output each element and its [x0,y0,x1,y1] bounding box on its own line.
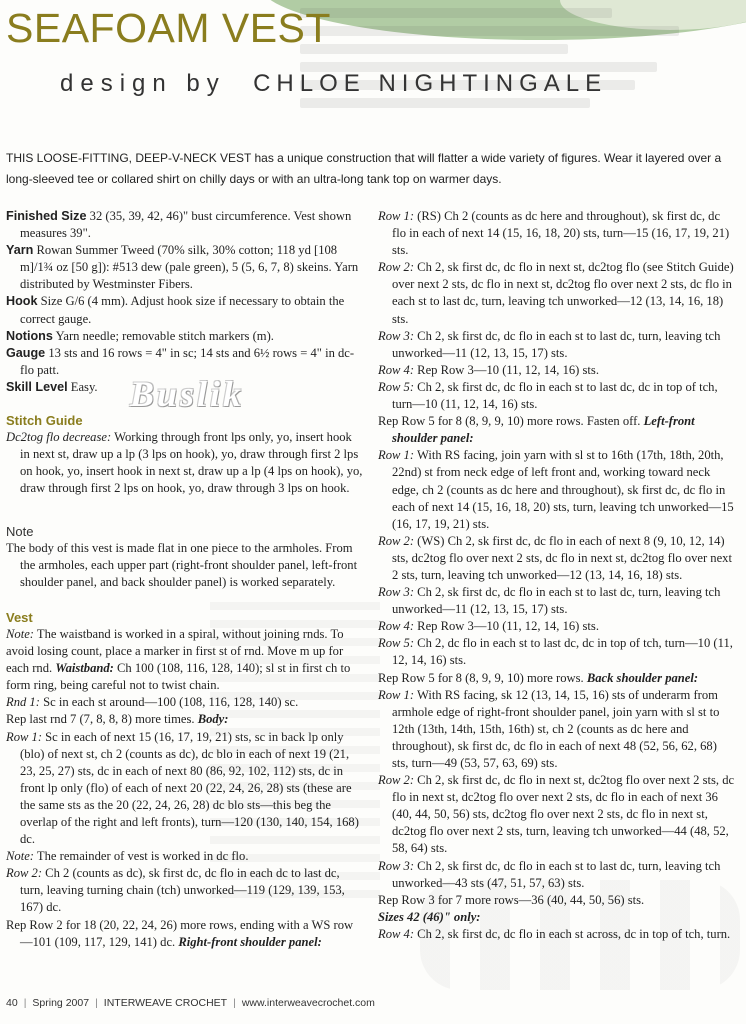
spec-yarn: Yarn Rowan Summer Tweed (70% silk, 30% cotton; 118 yd [108 m]/1¾ oz [50 g]): #513 dew (pale green), 5 (5, 6, 7, 8) skeins. Yarn distributed by Westminster Fibers. [6,243,359,292]
page-number: 40 [6,997,18,1009]
rfsp-row-1: Row 1: (RS) Ch 2 (counts as dc here and throughout), sk first dc, dc flo in each of next 14 (15, 16, 18, 20) sts, turn—15 (16, 17, 19, 21) sts. [378,209,730,258]
right-column [378,208,736,943]
byline-prefix: design by [60,70,226,97]
sizes-heading: Sizes 42 (46)" only: [378,909,481,924]
vest-heading: Vest [6,609,33,625]
intro-paragraph [6,148,734,190]
vest-rep-row-2: Rep Row 2 for 18 (20, 22, 24, 26) more rows, ending with a WS row—101 (109, 117, 129, 141) dc. Right-front shoulder panel: [6,917,354,949]
spec-notions: Notions Yarn needle; removable stitch markers (m). [6,328,274,343]
spec-finished-size: Finished Size 32 (35, 39, 42, 46)" bust circumference. Vest shown measures 39". [6,209,352,241]
rfsp-row-5: Row 5: Ch 2, sk first dc, dc flo in each st to last dc, dc in top of tch, turn—10 (11, 12, 14, 16) sts. [378,379,718,412]
note-text: The body of this vest is made flat in one piece to the armholes. From the armholes, each upper part (right-front shoulder panel, left-front shoulder panel, and back shoulder panel) is worked separately. [6,540,358,589]
vest-rep-rnd: Rep last rnd 7 (7, 8, 8, 8) more times. Body: [6,712,229,727]
buslik-watermark: Buslik [130,374,245,414]
magazine-name: INTERWEAVE CROCHET [103,997,228,1009]
lfsp-row-5: Row 5: Ch 2, dc flo in each st to last dc, dc in top of tch, turn—10 (11, 12, 14, 16) sts. [378,636,733,668]
lfsp-rep-5: Rep Row 5 for 8 (8, 9, 9, 10) more rows. Back shoulder panel: [378,670,699,685]
bsp-rep-3: Rep Row 3 for 7 more rows—36 (40, 44, 50, 56) sts. [378,892,645,907]
rfsp-rep-5: Rep Row 5 for 8 (8, 9, 9, 10) more rows. Fasten off. Left-front shoulder panel: [378,414,695,446]
bsp-row-1: Row 1: With RS facing, sk 12 (13, 14, 15, 16) sts of underarm from armhole edge of right-front shoulder panel, join yarn with sl st to 12th (13th, 14th, 15th, 16th) st, ch 2 (counts as dc here and throughout), sk first dc, dc flo in each of next 48 (52, 56, 62, 68) sts, turn—49 (53, 57, 63, 69) sts. [378,687,720,770]
vest-note-2: Note: The remainder of vest is worked in dc flo. [6,849,249,864]
bsp-row-3: Row 3: Ch 2, sk first dc, dc flo in each st to last dc, turn, leaving tch unworked—43 sts (47, 51, 57, 63) sts. [378,858,721,890]
rfsp-row-2: Row 2: Ch 2, sk first dc, dc flo in next st, dc2tog flo (see Stitch Guide) over next 2 sts, dc flo in next st, dc2tog flo over next 2 sts, dc flo in each st to last dc, turn, leaving tch unworked—12 (13, 14, 16, 18) sts. [378,260,734,326]
intro-lead: THIS LOOSE-FITTING, DEEP-V-NECK VEST [6,151,252,165]
intro-text: has a unique construction that will flatter a wide variety of figures. Wear it layered over a long-sleeved tee or collared shirt on chilly days or with an ultra-long tank top on warmer days. [6,151,722,186]
stitch-guide-text: Dc2tog flo decrease: Working through front lps only, yo, insert hook in next st, draw up a lp (3 lps on hook), yo, draw through first 2 lps on hook, yo, insert hook in next st, draw up a lp (4 lps on hook), yo, draw through first 2 lps on hook, yo, draw through 3 lps on hook. [6,430,363,496]
spec-skill-level: Skill Level Easy. [6,379,98,394]
lfsp-row-3: Row 3: Ch 2, sk first dc, dc flo in each st to last dc, turn, leaving tch unworked—11 (12, 13, 15, 17) sts. [378,585,721,617]
lfsp-row-4: Row 4: Rep Row 3—10 (11, 12, 14, 16) sts. [378,619,599,634]
vest-note: Note: The waistband is worked in a spiral, without joining rnds. To avoid losing count, place a marker in first st of rnd. Move m up for each rnd. Waistband: Ch 100 (108, 116, 128, 140); sl st in first ch to form ring, being careful not to twist chain. [6,626,351,693]
sizes-row-4: Row 4: Ch 2, sk first dc, dc flo in each st across, dc in top of tch, turn. [378,926,731,941]
note-heading: Note [6,523,34,539]
faint-background-text [300,0,746,120]
rfsp-row-3: Row 3: Ch 2, sk first dc, dc flo in each st to last dc, turn, leaving tch unworked—11 (12, 13, 15, 17) sts. [378,328,721,360]
issue-date: Spring 2007 [32,997,90,1009]
vest-row-2: Row 2: Ch 2 (counts as dc), sk first dc, dc flo in each dc to last dc, turn, leaving turning chain (tch) unworked—119 (129, 139, 153, 167) dc. [6,866,345,915]
website-link[interactable]: www.interweavecrochet.com [241,997,375,1009]
spec-hook: Hook Size G/6 (4 mm). Adjust hook size if necessary to obtain the correct gauge. [6,294,345,326]
lfsp-row-2: Row 2: (WS) Ch 2, sk first dc, dc flo in each of next 8 (9, 10, 12, 14) sts, dc2tog flo over next 2 sts, dc flo in next st, dc2tog flo over next 2 sts, turn, leaving tch unworked—12 (13, 14, 16, 18) sts. [378,533,732,582]
designer-name: CHLOE NIGHTINGALE [253,70,608,97]
rfsp-row-4: Row 4: Rep Row 3—10 (11, 12, 14, 16) sts. [378,362,599,377]
page-footer: 40 | Spring 2007 | INTERWEAVE CROCHET | www.interweavecrochet.com [6,997,375,1009]
stitch-guide-heading: Stitch Guide [6,413,83,429]
page-title: SEAFOAM VEST [6,5,331,51]
byline [60,70,607,98]
left-column [6,208,364,951]
bsp-row-2: Row 2: Ch 2, sk first dc, dc flo in next st, dc2tog flo over next 2 sts, dc flo in next st, dc2tog flo over next 2 sts, dc flo in each of next 36 (40, 44, 50, 56) sts, dc2tog flo over next 2 sts, dc flo in next st, dc2tog flo over next 2 sts, turn, leaving tch unworked—44 (48, 52, 58, 64) sts. [378,773,735,856]
spec-gauge: Gauge 13 sts and 16 rows = 4" in sc; 14 sts and 6½ rows = 4" in dc-flo patt. [6,345,355,377]
vest-row-1: Row 1: Sc in each of next 15 (16, 17, 19, 21) sts, sc in back lp only (blo) of next st, ch 2 (counts as dc), dc blo in each of next 19 (21, 23, 25, 27) sts, dc in each of next 80 (86, 92, 102, 112) sts, dc in front lp only (flo) of each of next 20 (22, 24, 26, 28) sts (these are the same sts as the 20 (22, 24, 26, 28) dc blo sts—this beg the overlap of the right and left fronts), turn—120 (130, 140, 154, 168) dc. [6,729,359,847]
vest-rnd-1: Rnd 1: Sc in each st around—100 (108, 116, 128, 140) sc. [6,695,299,710]
lfsp-row-1: Row 1: With RS facing, join yarn with sl st to 16th (17th, 18th, 20th, 22nd) st from neck edge of left front and, working toward neck edge, ch 2 (counts as dc here and throughout), sk first dc, dc flo in each of next 14 (15, 16, 18, 20) sts, turn, leaving tch unworked—15 (16, 17, 19, 21) sts. [378,448,734,531]
